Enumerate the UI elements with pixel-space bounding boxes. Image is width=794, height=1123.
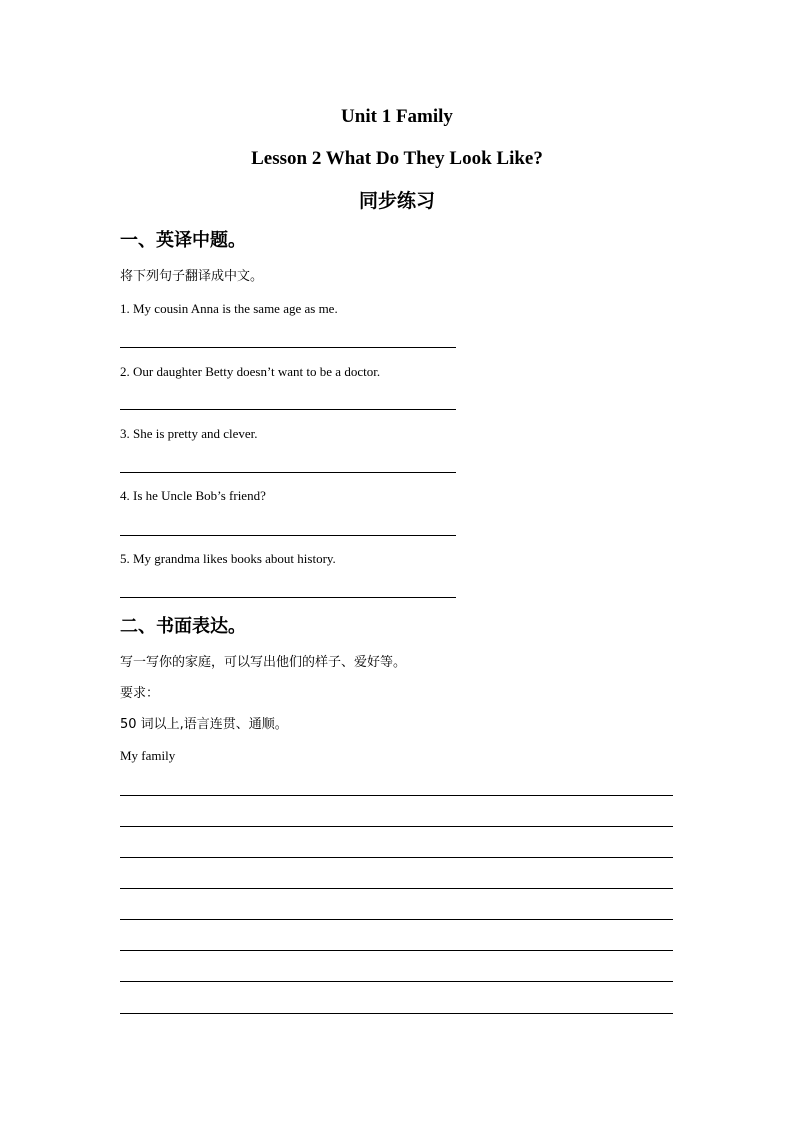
essay-line-7[interactable]: [120, 981, 673, 982]
essay-line-3[interactable]: [120, 857, 673, 858]
essay-line-6[interactable]: [120, 950, 673, 951]
answer-line-5[interactable]: [120, 597, 456, 598]
section2-heading: 二、书面表达。: [120, 616, 246, 637]
section1-instruction: 将下列句子翻译成中文。: [120, 269, 264, 284]
section1-heading: 一、英译中题。: [120, 230, 246, 251]
question-4: 4. Is he Uncle Bob’s friend?: [120, 488, 266, 503]
section2-instruction: 写一写你的家庭，可以写出他们的样子、爱好等。: [120, 655, 407, 670]
question-1: 1. My cousin Anna is the same age as me.: [120, 301, 338, 316]
requirement-text: 50 词以上,语言连贯、通顺。: [120, 717, 288, 732]
essay-title: My family: [120, 748, 176, 763]
answer-line-4[interactable]: [120, 535, 456, 536]
question-3: 3. She is pretty and clever.: [120, 426, 258, 441]
answer-line-1[interactable]: [120, 347, 456, 348]
essay-line-1[interactable]: [120, 795, 673, 796]
requirement-label: 要求：: [120, 686, 160, 701]
essay-line-4[interactable]: [120, 888, 673, 889]
essay-line-5[interactable]: [120, 919, 673, 920]
essay-line-8[interactable]: [120, 1013, 673, 1014]
page-subtitle: 同步练习: [358, 190, 435, 212]
question-2: 2. Our daughter Betty doesn’t want to be a doctor.: [120, 364, 381, 379]
answer-line-2[interactable]: [120, 409, 456, 410]
essay-line-2[interactable]: [120, 826, 673, 827]
answer-line-3[interactable]: [120, 472, 456, 473]
unit-title: Unit 1 Family: [341, 106, 453, 127]
lesson-title: Lesson 2 What Do They Look Like?: [251, 148, 543, 169]
question-5: 5. My grandma likes books about history.: [120, 551, 336, 566]
